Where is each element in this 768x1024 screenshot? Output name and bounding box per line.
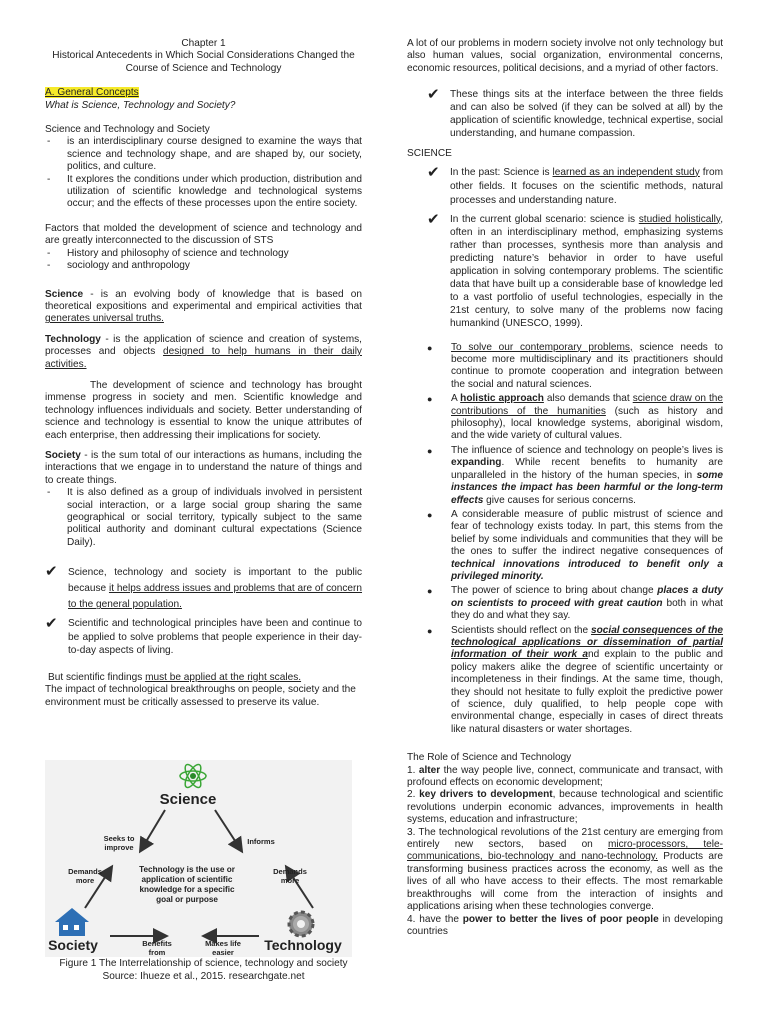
factors-text: Factors that molded the development of science and technology and are greatly interconnected to the discussion of STS (45, 222, 362, 247)
sts-diagram (45, 760, 352, 957)
seeks-label-2: improve (104, 843, 134, 852)
science-heading: SCIENCE (407, 148, 452, 160)
figure-1 (45, 760, 352, 957)
r3-text-b: Products are transforming business practices across the economy, as well as the lives of all who have access to their effects. The most remarkable breakthroughs will come from the interaction of insights and applications arising when these technologies converge. (407, 851, 724, 913)
center-text-3: knowledge for a specific (139, 885, 235, 894)
bullet-item (407, 585, 723, 622)
demands-left-2: more (75, 876, 95, 885)
b2-underlined: science draw on the contributions of the humanities (451, 393, 723, 417)
b2-bold-underlined: holistic approach (460, 393, 544, 405)
center-text-1: Technology is the use or (139, 865, 235, 874)
global-text-b: , often in an interdisciplinary method, emphasizing systems rather than processes, synthesis more than analysis and predicting nature’s behavior in order to have useful application in solving contemporary problems. The scientific data that have built up a considerable base of knowledge led to a vast portfolio of useful technologies, especially in the 21st century, to solve many of the problems now facing humankind (UNESCO, 1999). (450, 213, 723, 329)
check-item (407, 163, 723, 208)
society-def-text: - is the sum total of our interactions as humans, including the interactions that we engage in to understand the nature of things and to create things. (45, 449, 362, 486)
bullet-icon: ● (427, 394, 433, 405)
seeks-label-1: Seeks to (103, 834, 135, 843)
society-item: - It is also defined as a group of individuals involved in persistent social interaction, or a large social group sharing the same geographical or social territory, typically subject to the same political authority and dominant cultural expectations (Science Daily). (67, 487, 362, 549)
bullet-icon: ● (427, 586, 433, 597)
figure-caption-2: Source: Ihueze et al., 2015. researchgate.net (102, 971, 305, 982)
r4-text-c: in developing countries (407, 913, 724, 937)
demands-left-1: Demands (68, 867, 102, 876)
question-heading: What is Science, Technology and Society? (45, 99, 236, 111)
r3-text-a: 3. The technological revolutions of the 21st century are emerging from entirely new sectors, based on (407, 826, 723, 851)
check-item (45, 617, 362, 658)
demands-right-2: more (280, 876, 300, 885)
findings-underlined: must be applied at the right scales. (145, 671, 302, 683)
check2-text: Scientific and technological principles have been and continue to be applied to solve problems that people experience in their day-to-day aspects of living. (68, 618, 362, 657)
bullet-icon: ● (427, 342, 433, 353)
role-item-3 (407, 827, 723, 914)
sts-heading: Science and Technology and Society (45, 124, 210, 136)
makes-label-1: Makes life (205, 939, 241, 948)
role-heading: The Role of Science and Technology (407, 752, 572, 764)
checkmark-icon: ✔ (427, 86, 440, 104)
society-node-label: Society (48, 937, 98, 953)
makes-label-2: easier (212, 948, 234, 957)
past-underlined: learned as an independent study (552, 166, 700, 178)
b5-text-b: both in what they do and what they say. (451, 597, 723, 622)
role-item-1 (407, 765, 723, 790)
check1-underlined: it helps address issues and problems that are of concern to the general population. (68, 583, 363, 611)
society-list (45, 487, 362, 549)
global-text: In the current global scenario: science is (450, 213, 639, 225)
check1-text: Science, technology and society is important to the public because (68, 567, 362, 595)
b3-text-a: The influence of science and technology on people’s lives is (451, 444, 723, 456)
b4-bold-italic: technical innovations introduced to benefit only a privileged minority. (451, 558, 723, 582)
r3-underlined: micro-processors, tele-communications, bio-technology and nano-technology. (407, 839, 723, 863)
b2-text-b: also demands that (543, 393, 633, 405)
house-icon (55, 908, 89, 936)
b1-text: science needs to become more multidisciplinary and its practitioners should continue to promote cooperation and integration between the social and natural sciences. (451, 341, 723, 390)
r2-number: 2. (407, 789, 420, 801)
bullet-icon: ● (427, 509, 433, 520)
check-interface-text: These things sits at the interface between the three fields and can also be solved (if they can be solved at all) by the application of scientific knowledge, technical expertise, social understanding, and humane compassion. (450, 89, 723, 140)
b3-text-b: . While recent benefits to humanity are unparalleled in the history of the human species, in (451, 457, 723, 481)
technology-definition (45, 334, 362, 371)
checkmark-icon: ✔ (45, 563, 58, 581)
science-def-underlined: generates universal truths. (45, 313, 164, 325)
sts-list (45, 136, 362, 210)
sts-item: - is an interdisciplinary course designed to examine the ways that science and technology shape, and are shaped by, our society, politics, and culture. (67, 136, 362, 173)
arrow-science-to-society (141, 810, 165, 850)
bullet-item (407, 342, 723, 392)
demands-right-1: Demands (273, 867, 307, 876)
b2-text-c: (such as history and philosophy), local knowledge systems, aboriginal wisdom, and the wide variety of cultural values. (451, 405, 723, 442)
science-def-text: - is an evolving body of knowledge that is based on theoretical expositions and experimental and empirical activities that (45, 288, 362, 312)
b6-bold-italic-underlined: social consequences of the technological applications or dissemination of partial information of their work a (451, 624, 723, 661)
atom-icon (180, 762, 206, 790)
r4-text-a: 4. have the (407, 913, 463, 925)
factors-item: - History and philosophy of science and technology (67, 248, 362, 260)
bullet-icon: ● (427, 445, 433, 456)
b2-text-a: A (451, 393, 461, 405)
b3-bold: expanding (451, 457, 502, 469)
informs-label: Informs (247, 837, 275, 846)
society-term: Society (45, 449, 81, 461)
bullet-item (407, 625, 723, 737)
bullet-item (407, 445, 723, 507)
bullet-item (407, 393, 723, 443)
b5-text-a: The power of science to bring about change (451, 585, 658, 597)
checkmark-icon: ✔ (427, 163, 440, 181)
global-underlined: studied holistically (638, 213, 721, 225)
b4-text-a: A considerable measure of public mistrust of science and fear of technology exists today. In part, this stems from the belief by some individuals and communities that they will be the ones to suffer the indirect negative consequences of (451, 508, 723, 558)
impact-text: The impact of technological breakthroughs on people, society and the environment must be critically assessed to preserve its value. (45, 684, 356, 708)
findings-text (45, 672, 362, 684)
technology-node-label: Technology (264, 937, 342, 953)
science-node-label: Science (159, 791, 217, 808)
check-item (407, 88, 723, 140)
tech-def-text: - is the application of science and creation of systems, processes and objects (45, 333, 362, 358)
r1-bold: alter (418, 764, 441, 776)
check-item (45, 565, 362, 613)
r4-bold: power to better the lives of poor people (462, 913, 659, 925)
center-text-2: application of scientific (141, 875, 233, 884)
r2-bold: key drivers to development (419, 789, 553, 801)
chapter-label: Chapter 1 (181, 38, 226, 49)
check-item (407, 210, 723, 330)
tech-def-underlined: designed to help humans in their daily activities. (45, 346, 362, 370)
center-text-4: goal or purpose (156, 895, 218, 904)
society-definition (45, 450, 362, 487)
findings-a: But scientific findings (48, 671, 146, 683)
sts-item: - It explores the conditions under which production, distribution and utilization of scientific knowledge and technological systems occur; and the effects of these processes upon the entire society. (67, 174, 362, 211)
right-column (407, 38, 723, 938)
chapter-title-line1: Historical Antecedents in Which Social Considerations Changed the (52, 50, 355, 62)
b5-bold-italic: places a duty on scientists to proceed with great caution (451, 585, 723, 609)
b6-text-a: Scientists should reflect on the (451, 624, 591, 636)
benefits-label-1: Benefits (142, 939, 172, 948)
section-a-heading: A. General Concepts (45, 87, 139, 99)
role-item-4 (407, 914, 723, 939)
bullet-item (407, 509, 723, 583)
left-column (45, 38, 362, 709)
r1-text: the way people live, connect, communicate and transact, with profound effects on economic development; (407, 764, 723, 789)
role-item-2 (407, 789, 723, 826)
benefits-label-2: from (148, 948, 166, 957)
arrow-science-to-technology (215, 810, 241, 850)
b3-text-c: give causes for serious concerns. (483, 494, 636, 506)
b3-bold-italic: some instances the impact has been harmful or the long-term effects (451, 469, 723, 506)
past-text: In the past: Science is (450, 166, 553, 178)
r1-number: 1. (407, 764, 419, 776)
figure-caption-1: Figure 1 The Interrelationship of science, technology and society (59, 958, 348, 969)
r2-text: , because technological and scientific revolutions underpin economic advances, improvements in health systems, education and infrastructure; (407, 789, 723, 826)
checkmark-icon: ✔ (45, 615, 58, 633)
bullet-icon: ● (427, 625, 433, 636)
science-definition (45, 289, 362, 326)
b6-text-b: nd explain to the public and policy makers alike the degree of scientific uncertainty or incompleteness in their findings. At the same time, though, they should not hesitate to fully exploit the predictive power of science, duly qualified, to help people cope with environmental change, especially in cases of direct threats like natural disasters or water shortages. (451, 649, 723, 735)
factors-item: - sociology and anthropology (67, 260, 362, 272)
science-term: Science (45, 288, 84, 300)
gear-icon (289, 912, 313, 936)
checkmark-icon: ✔ (427, 210, 440, 228)
technology-term: Technology (45, 333, 101, 345)
intro-paragraph: A lot of our problems in modern society involve not only technology but also human values, social organization, environmental concerns, economic resources, political decisions, and a myriad of other factors. (407, 38, 723, 74)
chapter-title-line2: Course of Science and Technology (125, 62, 282, 74)
development-paragraph: The development of science and technology has brought immense progress in society and men. Scientific knowledge and technology influences individuals and society. Better understanding of science and technology is essential to know the unique attributes of each enterprise, then addressing their implications for society. (45, 379, 362, 441)
past-text-b: from other fields. It focuses on the scientific methods, natural processes and understanding nature. (450, 166, 723, 206)
factors-list (45, 248, 362, 273)
b1-underlined: To solve our contemporary problems, (451, 341, 633, 353)
